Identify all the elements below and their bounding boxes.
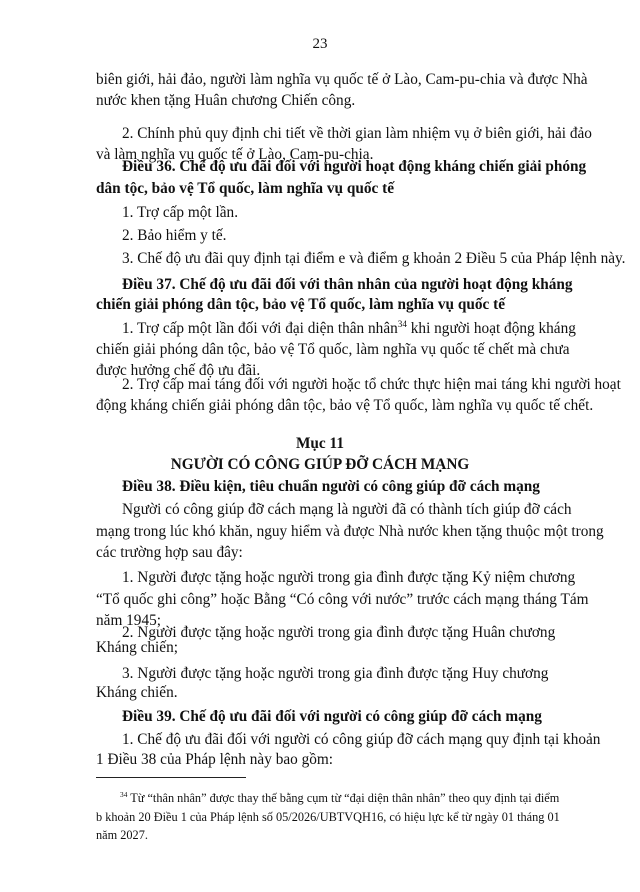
article-37-heading-cont: chiến giải phóng dân tộc, bảo vệ Tổ quốc, làm nghĩa vụ quốc tế [96, 296, 505, 313]
body-line: được hưởng chế độ ưu đãi. [96, 362, 261, 379]
footnote-line: b khoản 20 Điều 1 của Pháp lệnh số 05/2026/UBTVQH16, có hiệu lực kể từ ngày 01 tháng 01 [96, 810, 560, 824]
article-38-heading: Điều 38. Điều kiện, tiêu chuẩn người có công giúp đỡ cách mạng [122, 478, 540, 495]
article-36-heading: Điều 36. Chế độ ưu đãi đối với người hoạt động kháng chiến giải phóng [122, 158, 587, 175]
body-line: 1. Chế độ ưu đãi đối với người có công giúp đỡ cách mạng quy định tại khoản [122, 731, 601, 748]
body-line: chiến giải phóng dân tộc, bảo vệ Tổ quốc, làm nghĩa vụ quốc tế chết mà chưa [96, 341, 570, 358]
footnote-line: $^{34}$ Từ “thân nhân” được thay thế bằng cụm từ “đại diện thân nhân” theo quy định tại điểm [120, 789, 560, 805]
section-title: NGƯỜI CÓ CÔNG GIÚP ĐỠ CÁCH MẠNG [170, 456, 470, 473]
article-37-heading: Điều 37. Chế độ ưu đãi đối với thân nhân của người hoạt động kháng [122, 276, 573, 293]
body-line: 1. Trợ cấp một lần đối với đại diện thân nhân$^{34}$ khi người hoạt động kháng [122, 318, 576, 337]
body-line: 1. Trợ cấp một lần. [122, 204, 239, 221]
footnote-line: năm 2027. [96, 828, 148, 842]
body-line: 2. Bảo hiểm y tế. [122, 227, 227, 244]
footnote-reference: 34 [397, 318, 407, 329]
footnote-number: 34 [120, 789, 128, 799]
body-line: 2. Trợ cấp mai táng đối với người hoặc tổ chức thực hiện mai táng khi người hoạt [122, 376, 621, 393]
body-line: các trường hợp sau đây: [96, 544, 243, 561]
body-line: năm 1945; [96, 612, 162, 629]
body-line: biên giới, hải đảo, người làm nghĩa vụ quốc tế ở Lào, Cam-pu-chia và được Nhà [96, 71, 588, 88]
body-line: “Tổ quốc ghi công” hoặc Bằng “Có công với nước” trước cách mạng tháng Tám [96, 591, 589, 608]
body-line: động kháng chiến giải phóng dân tộc, bảo vệ Tổ quốc, làm nghĩa vụ quốc tế chết. [96, 397, 594, 414]
body-line: 2. Người được tặng hoặc người trong gia đình được tặng Huân chương [122, 624, 556, 641]
body-line: nước khen tặng Huân chương Chiến công. [96, 92, 356, 109]
body-line: Kháng chiến; [96, 639, 178, 656]
body-line: 3. Người được tặng hoặc người trong gia đình được tặng Huy chương [122, 665, 549, 682]
body-line: mạng trong lúc khó khăn, nguy hiểm và được Nhà nước khen tặng thuộc một trong [96, 523, 604, 540]
body-line: 1 Điều 38 của Pháp lệnh này bao gồm: [96, 751, 334, 768]
article-36-heading-cont: dân tộc, bảo vệ Tổ quốc, làm nghĩa vụ quốc tế [96, 180, 395, 197]
section-label: Mục 11 [295, 435, 344, 452]
footnote-divider [96, 777, 246, 778]
body-line: Kháng chiến. [96, 684, 178, 701]
body-line: và làm nghĩa vụ quốc tế ở Lào, Cam-pu-chia. [96, 146, 374, 163]
body-line: 1. Người được tặng hoặc người trong gia đình được tặng Kỷ niệm chương [122, 569, 576, 586]
body-line: Người có công giúp đỡ cách mạng là người đã có thành tích giúp đỡ cách [122, 501, 572, 518]
article-39-heading: Điều 39. Chế độ ưu đãi đối với người có công giúp đỡ cách mạng [122, 708, 542, 725]
body-line: 2. Chính phủ quy định chi tiết về thời gian làm nhiệm vụ ở biên giới, hải đảo [122, 125, 592, 142]
body-line: 3. Chế độ ưu đãi quy định tại điểm e và điểm g khoản 2 Điều 5 của Pháp lệnh này. [122, 250, 626, 267]
page-number: 23 [312, 36, 328, 52]
